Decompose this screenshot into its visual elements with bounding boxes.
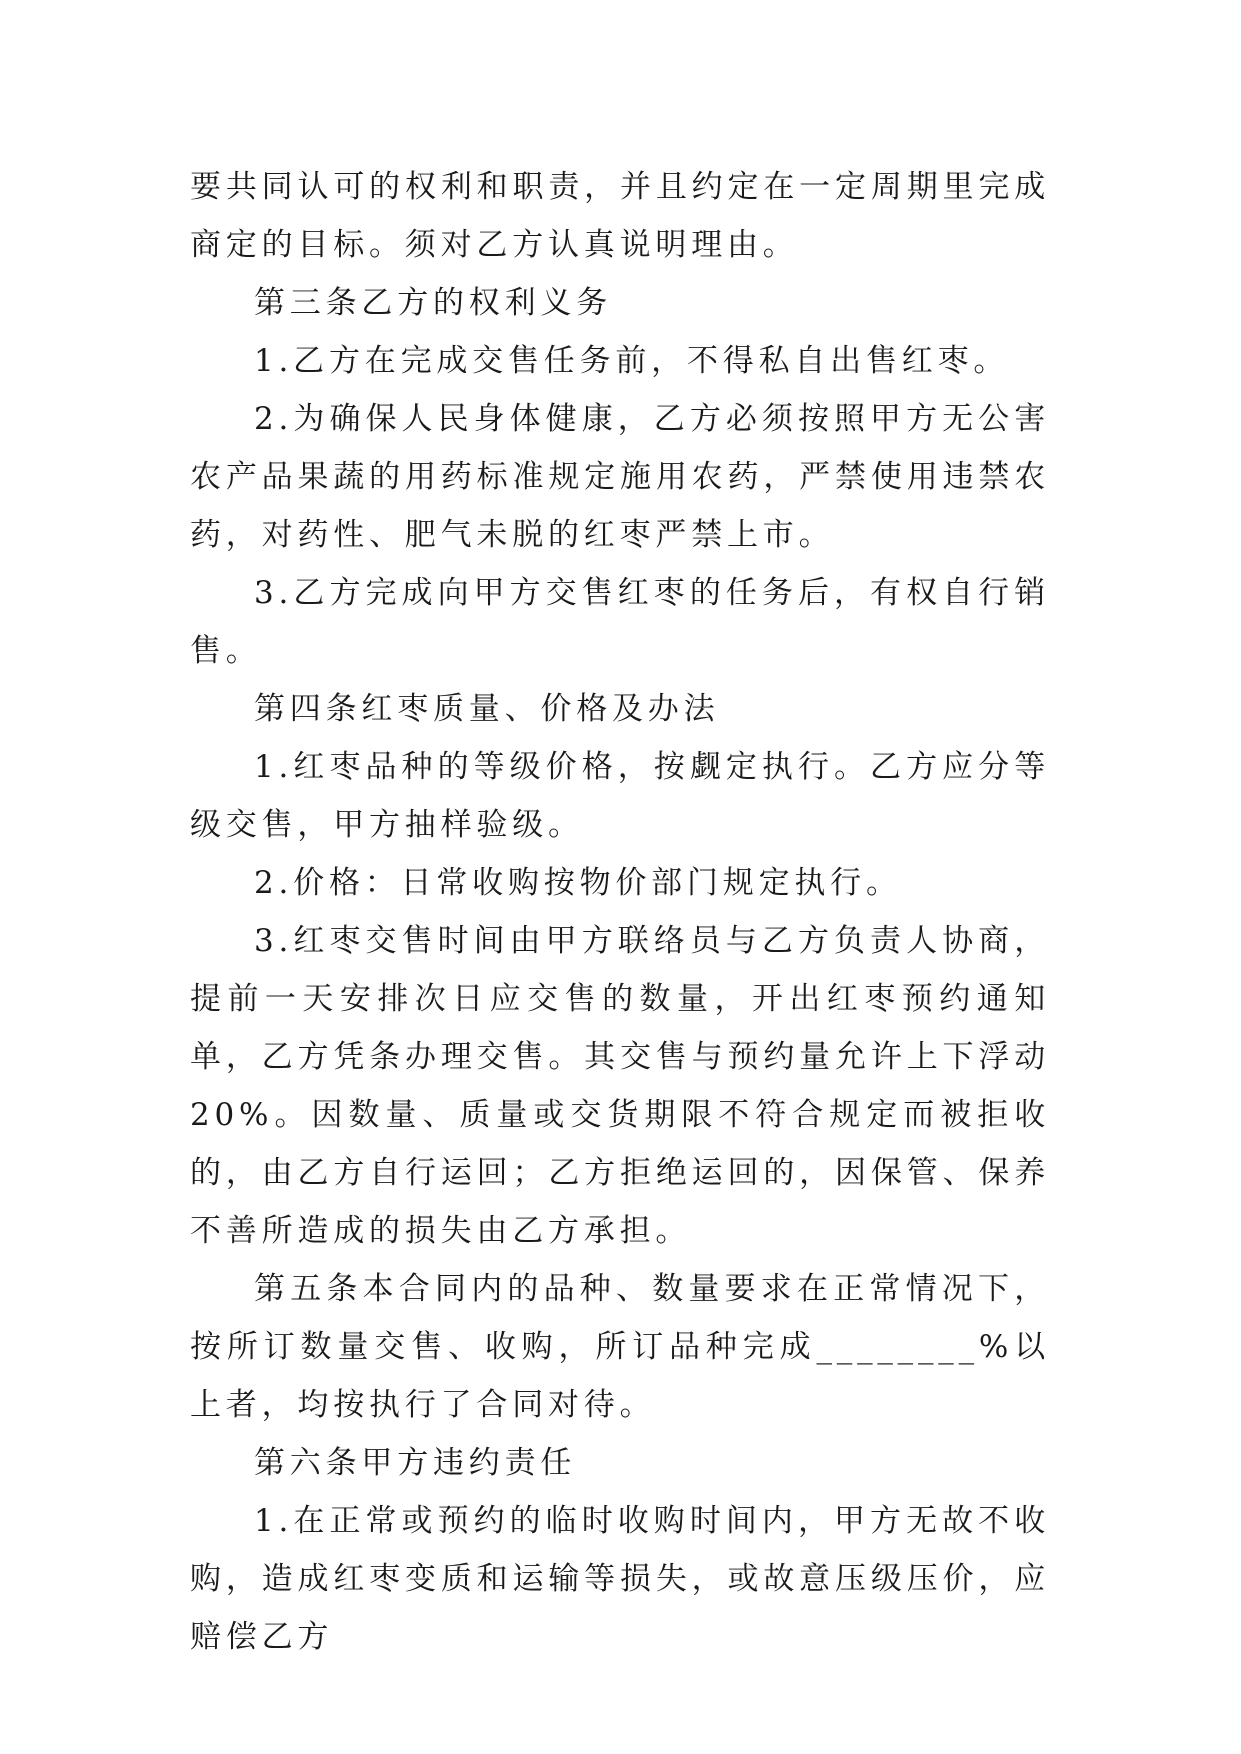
paragraph: 2.价格：日常收购按物价部门规定执行。 [254,865,902,901]
paragraph: 要共同认可的权利和职责，并且约定在一定周期里完成商定的目标。须对乙方认真说明理由。 [190,169,1050,263]
document-body [190,158,1050,1666]
paragraph: 1.在正常或预约的临时收购时间内，甲方无故不收购，造成红枣变质和运输等损失，或故意压级压价，应赔偿乙方 [190,1503,1050,1655]
section-heading-article-4: 第四条红枣质量、价格及办法 [254,691,720,727]
paragraph: 1.红枣品种的等级价格，按觑定执行。乙方应分等级交售，甲方抽样验级。 [190,749,1050,843]
section-heading-article-3: 第三条乙方的权利义务 [254,285,612,321]
paragraph: 2.为确保人民身体健康，乙方必须按照甲方无公害农产品果蔬的用药标准规定施用农药，严禁使用违禁农药，对药性、肥气未脱的红枣严禁上市。 [190,401,1050,553]
paragraph: 3.乙方完成向甲方交售红枣的任务后，有权自行销售。 [190,575,1050,669]
paragraph: 1.乙方在完成交售任务前，不得私自出售红枣。 [254,343,1010,379]
section-heading-article-5: 第五条本合同内的品种、数量要求在正常情况下，按所订数量交售、收购，所订品种完成________%以上者，均按执行了合同对待。 [190,1271,1050,1423]
section-heading-article-6: 第六条甲方违约责任 [254,1445,577,1481]
paragraph: 3.红枣交售时间由甲方联络员与乙方负责人协商，提前一天安排次日应交售的数量，开出红枣预约通知单，乙方凭条办理交售。其交售与预约量允许上下浮动20%。因数量、质量或交货期限不符合规定而被拒收的，由乙方自行运回；乙方拒绝运回的，因保管、保养不善所造成的损失由乙方承担。 [190,923,1050,1249]
